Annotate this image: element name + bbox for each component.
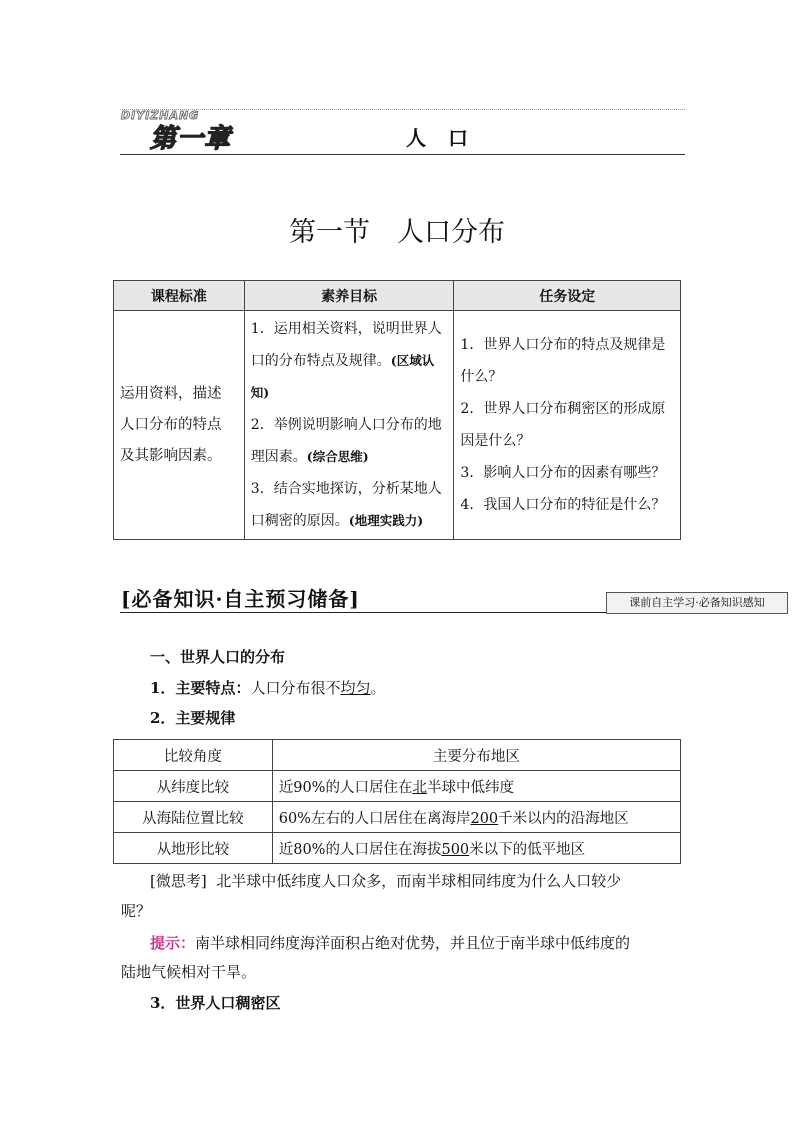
goal-item: 3．结合实地探访，分析某地人口稠密的原因。(地理实践力) — [250, 481, 442, 529]
angle-cell: 从纬度比较 — [114, 771, 273, 802]
hint-label: 提示： — [150, 934, 196, 952]
chapter-label: 第一章 — [150, 124, 232, 154]
table-header-row — [114, 281, 681, 311]
table-row — [114, 771, 681, 802]
standard-line: 及其影响因素。 — [120, 447, 222, 464]
underlined-answer: 200 — [470, 810, 499, 827]
banner-tag: 课前自主学习·必备知识感知 — [606, 592, 788, 614]
task-item: 4．我国人口分布的特征是什么？ — [460, 497, 666, 513]
angle-cell: 从地形比较 — [114, 833, 273, 864]
task-item: 2．世界人口分布稠密区的形成原因是什么？ — [460, 401, 666, 449]
table-header-row — [114, 740, 681, 771]
heading-world-population: 一、世界人口的分布 — [150, 648, 286, 666]
section-title: 第一节 人口分布 — [289, 217, 505, 248]
underlined-answer: 北 — [412, 779, 427, 796]
header-region: 主要分布地区 — [272, 740, 680, 771]
think-question-cont: 呢？ — [121, 902, 152, 920]
header-standard: 课程标准 — [114, 281, 245, 311]
think-question: [微思考] 北半球中低纬度人口众多，而南半球相同纬度为什么人口较少 — [150, 872, 622, 890]
underlined-answer: 均匀 — [340, 679, 371, 697]
distribution-table — [113, 739, 681, 864]
goal-note: (区域认知) — [250, 353, 435, 400]
table-row — [114, 311, 681, 540]
standard-line: 人口分布的特点 — [120, 416, 222, 433]
header-dotted-rule — [120, 109, 685, 110]
chapter-title: 人口 — [406, 126, 490, 150]
hint-paragraph: 提示：南半球相同纬度海洋面积占绝对优势，并且位于南半球中低纬度的 — [150, 934, 631, 952]
angle-cell: 从海陆位置比较 — [114, 802, 273, 833]
goal-item: 1．运用相关资料，说明世界人口的分布特点及规律。(区域认知) — [250, 321, 442, 400]
header-rule — [120, 154, 685, 155]
goal-note: (地理实践力) — [348, 513, 424, 528]
region-cell: 近90%的人口居住在北半球中低纬度 — [272, 771, 680, 802]
underlined-answer: 500 — [441, 841, 470, 858]
standards-table — [113, 280, 681, 540]
goal-item: 2．举例说明影响人口分布的地理因素。(综合思维) — [250, 417, 442, 465]
standard-line: 运用资料，描述 — [120, 385, 222, 402]
header-tasks: 任务设定 — [454, 281, 681, 311]
header-angle: 比较角度 — [114, 740, 273, 771]
standard-cell — [114, 311, 245, 540]
section-banner-title: [必备知识·自主预习储备] — [121, 587, 360, 611]
task-item: 3．影响人口分布的因素有哪些？ — [460, 465, 666, 481]
chapter-pinyin: DIYIZHANG — [121, 109, 200, 122]
tasks-cell — [454, 311, 681, 540]
goals-cell — [244, 311, 454, 540]
heading-dense-areas: 3．世界人口稠密区 — [150, 994, 281, 1012]
heading-main-rules: 2．主要规律 — [150, 709, 236, 727]
goal-note: (综合思维) — [306, 449, 369, 464]
think-label: [微思考] — [150, 872, 207, 890]
task-item: 1．世界人口分布的特点及规律是什么？ — [460, 337, 666, 385]
paragraph-main-feature: 1．主要特点：人口分布很不均匀。 — [150, 679, 386, 697]
hint-paragraph-cont: 陆地气候相对干旱。 — [121, 963, 257, 981]
table-row — [114, 833, 681, 864]
table-row — [114, 802, 681, 833]
header-goals: 素养目标 — [244, 281, 454, 311]
banner-rule — [120, 612, 608, 613]
region-cell: 60%左右的人口居住在离海岸200千米以内的沿海地区 — [272, 802, 680, 833]
region-cell: 近80%的人口居住在海拔500米以下的低平地区 — [272, 833, 680, 864]
